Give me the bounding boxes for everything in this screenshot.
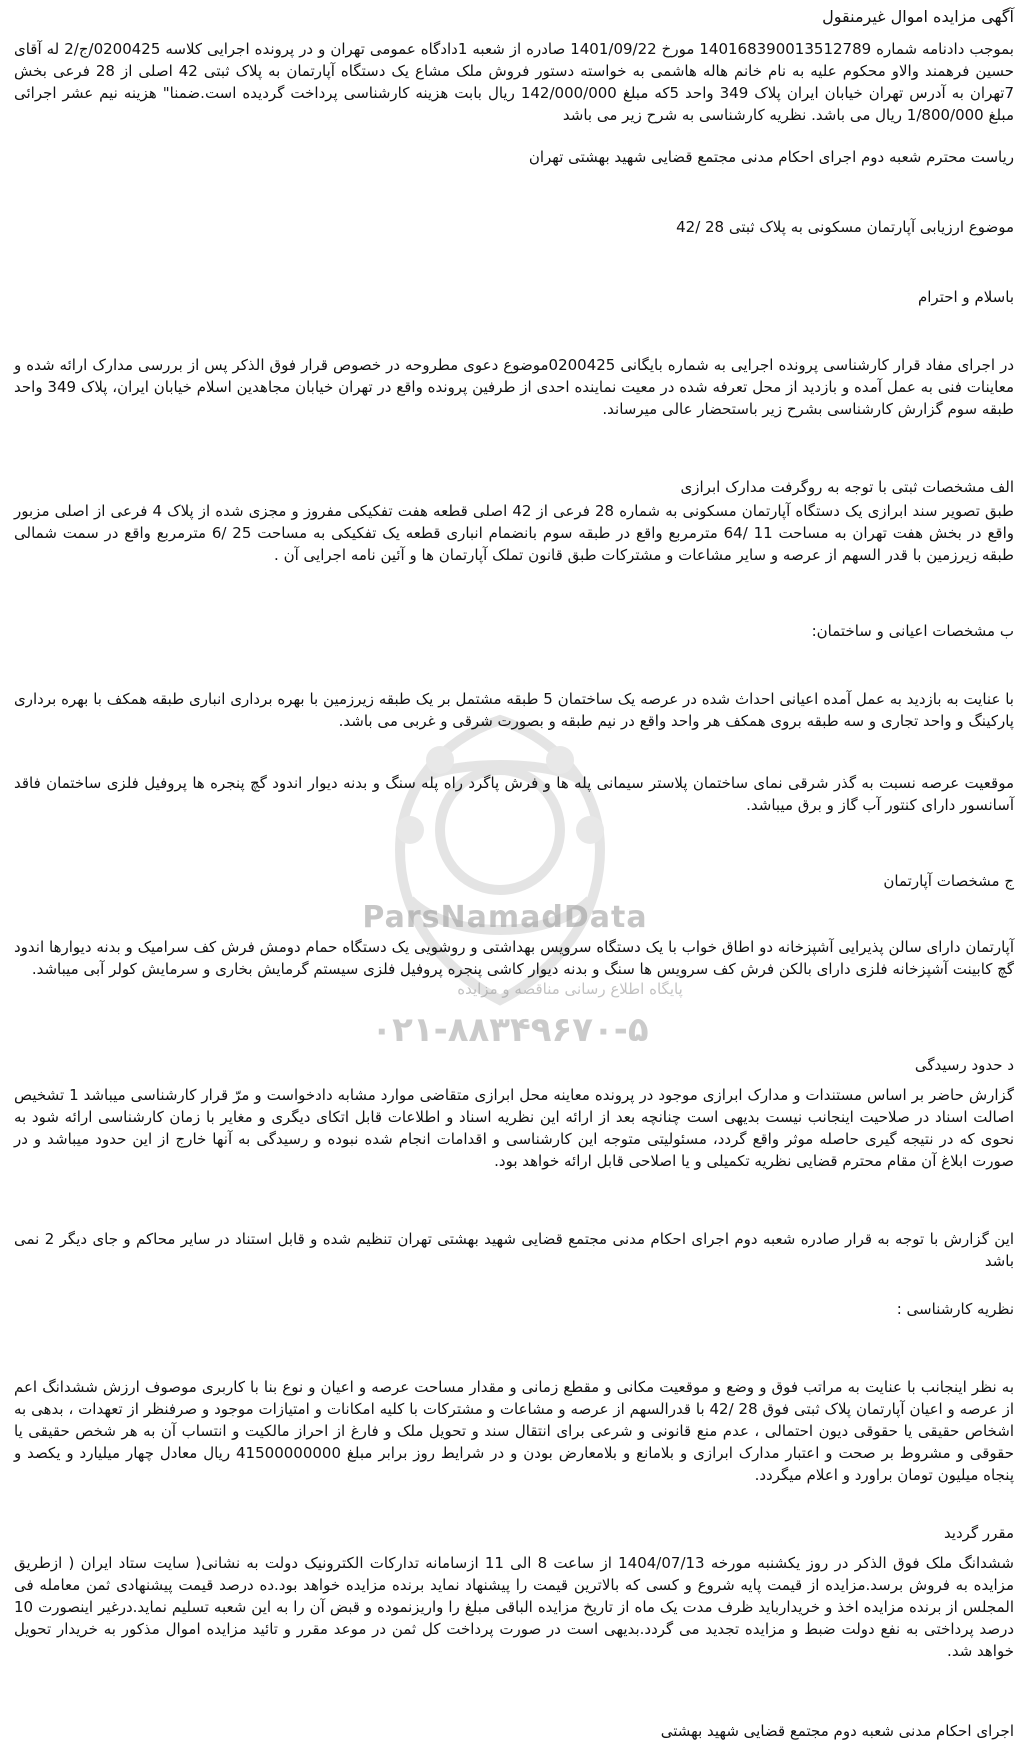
intro-paragraph: در اجرای مفاد قرار کارشناسی پرونده اجرایی به شماره بایگانی 0200425موضوع دعوی مطروحه در خصوص قرار فوق الذکر پس از بررسی مدارک ارائه شده و معاینات فنی به عمل آمده و بازدید از محل تعرفه شده در معیت نماینده احدی از طرفین پرونده واقع در تهران خیابان مجاهدین اسلام خیابان ایران، پلاک 349 واحد طبقه سوم گزارش کارشناسی بشرح زیر باستحضار عالی میرساند.	[14, 356, 1014, 418]
watermark-tagline: پایگاه اطلاع رسانی مناقصه و مزایده	[457, 980, 683, 998]
section-alef-body: طبق تصویر سند ابرازی یک دستگاه آپارتمان مسکونی به شماره 28 فرعی از 42 اصلی قطعه هفت تفکیکی مفروز و مجزی شده از پلاک 4 فرعی از اصلی مزبور واقع در بخش هفت تهران به مساحت 11 /64 مترمربع واقع در طبقه سوم بانضمام انباری قطعه یک تفکیکی به مساحت 25 /6 مترمربع واقع در سمت شمالی طبقه زیرزمین با قدر السهم از عرصه و سایر مشاعات و مشترکات طبق قانون تملک آپارتمان ها و آئین نامه اجرایی آن .	[14, 502, 1015, 564]
decision-body: ششدانگ ملک فوق الذکر در روز یکشنبه مورخه 1404/07/13 از ساعت 8 الی 11 ازسامانه تدارکات الکترونیک دولت به نشانی( سایت ستاد ایران ( ازطریق مزایده به فروش برسد.مزایده از قیمت پایه شروع و کسی که بالاترین قیمت را پیشنهاد نماید برنده مزایده خواهد بود.ده درصد قیمت پیشنهادی ثمن معامله فی المجلس از برنده مزایده اخذ و خریدارباید ظرف مدت یک ماه از تاریخ مزایده الباقی مبلغ را واریزنموده و قبض آن را به این شعبه تسلیم نماید.درغیر اینصورت 10 درصد پرداختی به نفع دولت ضبط و مزایده تجدید می گردد.بدیهی است در صورت پرداخت کل ثمن در موعد مقرر و تائید مزایده اموال مذکور به خریدار تحویل خواهد شد.	[14, 1554, 1014, 1660]
opinion-body: به نظر اینجانب با عنایت به مراتب فوق و وضع و موقعیت مکانی و مقطع زمانی و مقدار مساحت عرصه و اعیان و نوع بنا با کاربری موصوف ارزش ششدانگ اعم از عرصه و اعیان آپارتمان پلاک ثبتی فوق 28 /42 با قدرالسهم از عرصه و مشاعات و مشترکات با کلیه امکانات و امتیازات موجود و صرفنظر از تعهدات ، بدهی به اشخاص حقیقی یا حقوقی دیون احتمالی ، عدم منع قانونی و شرعی برای انتقال سند و تحویل ملک و فارغ از احراز مالکیت و انتساب آن به هر شخص حقیقی یا حقوقی و مشروط بر صحت و اعتبار مدارک ابرازی و بلامانع و بلامعارض بودن و در شرایط روز برابر مبلغ 41500000000 ریال معادل چهار میلیارد و یکصد و پنجاه میلیون تومان براورد و اعلام میگردد.	[14, 1378, 1015, 1484]
signature: اجرای احکام مدنی شعبه دوم مجتمع قضایی شهید بهشتی	[660, 1722, 1014, 1740]
section-be-body-2: موقعیت عرصه نسبت به گذر شرقی نمای ساختمان پلاستر سیمانی پله ها و فرش پاگرد راه پله سنگ و بدنه دیوار اندود گچ پنجره ها پروفیل فلزی ساختمان فاقد آسانسور دارای کنتور آب گاز و برق میباشد.	[14, 774, 1014, 814]
section-alef-title: الف مشخصات ثبتی با توجه به روگرفت مدارک ابرازی	[680, 478, 1014, 496]
opinion-title: نظریه کارشناسی :	[896, 1300, 1014, 1318]
watermark-brand: ParsNamadData	[362, 900, 648, 935]
section-be-title: ب مشخصات اعیانی و ساختمان:	[811, 622, 1014, 640]
section-je-body: آپارتمان دارای سالن پذیرایی آشپزخانه دو اطاق خواب با یک دستگاه سرویس بهداشتی و روشویی یک دستگاه حمام دومش فرش کف سرامیک و بدنه دیوارها اندود گچ کابینت آشپزخانه فلزی دارای بالکن فرش کف سرویس ها سنگ و بدنه دیوار کاشی پنجره پروفیل فلزی سیستم گرمایش بخاری و سرمایش کولر آبی میباشد.	[14, 938, 1014, 978]
watermark-phone: ۰۲۱-۸۸۳۴۹۶۷۰-۵	[371, 1010, 649, 1050]
greeting: باسلام و احترام	[917, 288, 1014, 306]
section-dal-title: د حدود رسیدگی	[914, 1056, 1014, 1074]
addressee: ریاست محترم شعبه دوم اجرای احکام مدنی مجتمع قضایی شهید بهشتی تهران	[528, 148, 1014, 166]
decision-title: مقرر گردید	[943, 1524, 1014, 1542]
section-be-body-1: با عنایت به بازدید به عمل آمده اعیانی احداث شده در عرصه یک ساختمان 5 طبقه مشتمل بر یک طبقه زیرزمین با بهره برداری انباری طبقه همکف با بهره برداری پارکینگ و واحد تجاری و سه طبقه بروی همکف هر واحد واقع در نیم طبقه و بصورت شرقی و غربی می باشد.	[14, 690, 1014, 730]
section-je-title: ج مشخصات آپارتمان	[883, 872, 1014, 890]
section-dal-body: گزارش حاضر بر اساس مستندات و مدارک ابرازی موجود در پرونده معاینه محل ابرازی متقاضی موارد مشابه دادخواست و مرّ قرار کارشناسی میباشد 1 تشخیص اصالت اسناد در صلاحیت اینجانب نیست بدیهی است چنانچه بعد از ارائه این نظریه اسناد و اطلاعات قابل اتکای دیگری و مغایر با زمان کارشناسی ارائه شود به نحوی که در نتیجه گیری حاصله موثر واقع گردد، مسئولیتی متوجه این کارشناسی و اقدامات انجام شده نبوده و رسیدگی به آنها خارج از این حدود میباشد و در صورت ابلاغ آن مقام محترم قضایی نظریه تکمیلی و یا اصلاحی قابل ارائه خواهد بود.	[14, 1086, 1014, 1170]
notice-intro: بموجب دادنامه شماره 140168390013512789 مورخ 1401/09/22 صادره از شعبه 1دادگاه عمومی تهران و در پرونده اجرایی کلاسه 0200425/ج/2 له آقای حسین فرهمند والاو محکوم علیه به نام خانم هاله هاشمی به خواسته دستور فروش ملک مشاع یک دستگاه آپارتمان به پلاک ثبتی 42 اصلی از 28 فرعی بخش 7تهران به آدرس تهران خیابان ایران پلاک 349 واحد 5که مبلغ 142/000/000 ریال بابت هزینه کارشناسی پرداخت گردیده است.ضمنا" هزینه نیم عشر اجرائی مبلغ 1/800/000 ریال می باشد. نظریه کارشناسی به شرح زیر می باشد	[14, 40, 1014, 124]
notice-title: آگهی مزایده اموال غیرمنقول	[822, 7, 1014, 26]
report-scope-paragraph: این گزارش با توجه به قرار صادره شعبه دوم اجرای احکام مدنی مجتمع قضایی شهید بهشتی تهران تنظیم شده و قابل استناد در سایر محاکم و جای دیگر 2 نمی باشد	[14, 1230, 1014, 1270]
subject-line: موضوع ارزیابی آپارتمان مسکونی به پلاک ثبتی 28 /42	[676, 218, 1014, 236]
